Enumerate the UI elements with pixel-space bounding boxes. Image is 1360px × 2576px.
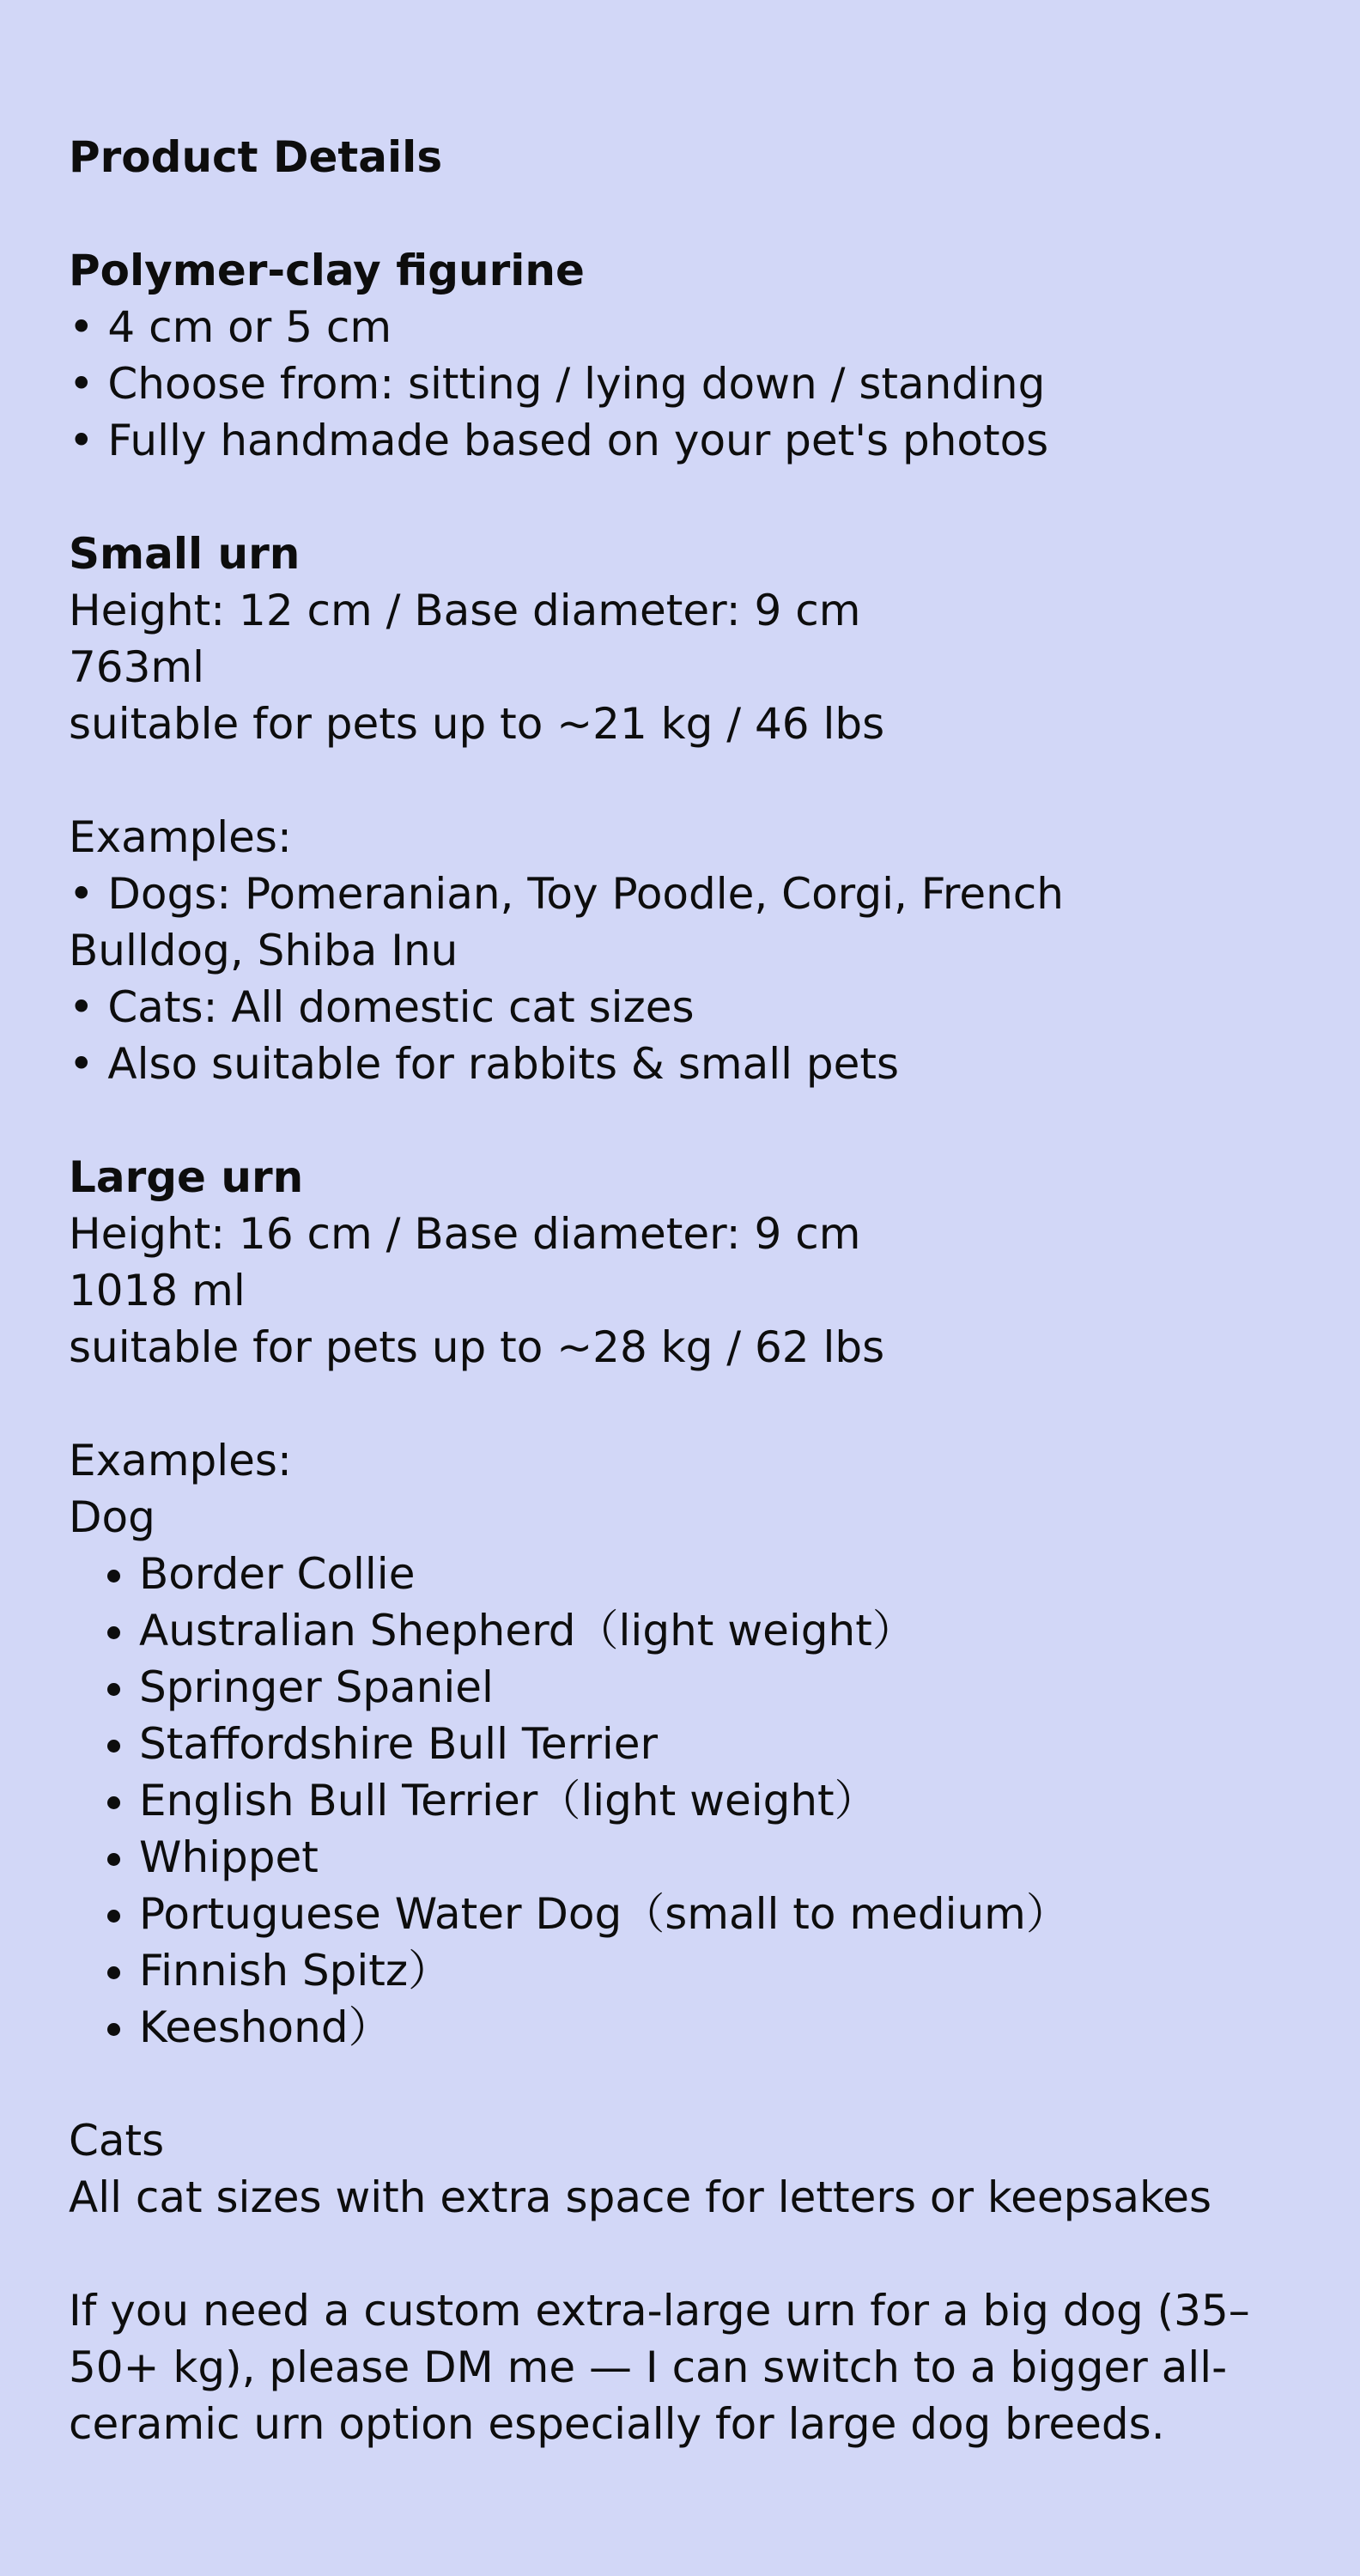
figurine-heading: Polymer-clay figurine [69, 246, 585, 295]
list-item: • English Bull Terrier（light weight） [139, 1772, 1291, 1829]
large-urn-capacity: suitable for pets up to ~28 kg / 62 lbs [69, 1322, 885, 1372]
small-urn-volume: 763ml [69, 642, 205, 692]
large-urn-volume: 1018 ml [69, 1266, 246, 1315]
list-item: • Finnish Spitz） [139, 1942, 1291, 1999]
small-urn-size: Height: 12 cm / Base diameter: 9 cm [69, 586, 861, 635]
figurine-bullet: • Fully handmade based on your pet's photos [69, 416, 1049, 465]
list-item: • Border Collie [139, 1546, 1291, 1602]
large-urn-examples-label: Examples: [69, 1436, 292, 1485]
small-urn-example: • Also suitable for rabbits & small pets [69, 1039, 900, 1089]
small-urn-example: • Dogs: Pomeranian, Toy Poodle, Corgi, French [69, 869, 1064, 919]
small-urn-example: • Cats: All domestic cat sizes [69, 982, 695, 1032]
figurine-bullet: • Choose from: sitting / lying down / standing [69, 359, 1046, 409]
small-urn-heading: Small urn [69, 529, 301, 579]
list-item: • Keeshond） [139, 1999, 1291, 2056]
large-urn-heading: Large urn [69, 1152, 304, 1202]
large-urn-size: Height: 16 cm / Base diameter: 9 cm [69, 1209, 861, 1259]
custom-urn-note: If you need a custom extra-large urn for a big dog (35–50+ kg), please DM me — I can switch to a bigger all-ceramic urn option especially for large dog breeds. [69, 2286, 1250, 2449]
list-item: • Portuguese Water Dog（small to medium） [139, 1886, 1291, 1942]
list-item: • Whippet [139, 1829, 1291, 1886]
small-urn-capacity: suitable for pets up to ~21 kg / 46 lbs [69, 699, 885, 749]
dog-breed-list [69, 1546, 1291, 2056]
list-item: • Springer Spaniel [139, 1659, 1291, 1716]
dog-label: Dog [69, 1492, 155, 1542]
list-item: • Staffordshire Bull Terrier [139, 1716, 1291, 1772]
cats-text: All cat sizes with extra space for letters or keepsakes [69, 2172, 1212, 2222]
figurine-bullet: • 4 cm or 5 cm [69, 302, 392, 352]
small-urn-example: Bulldog, Shiba Inu [69, 926, 458, 975]
list-item: • Australian Shepherd（light weight） [139, 1602, 1291, 1659]
page-title: Product Details [69, 132, 443, 182]
small-urn-examples-label: Examples: [69, 812, 292, 862]
cats-label: Cats [69, 2116, 165, 2166]
